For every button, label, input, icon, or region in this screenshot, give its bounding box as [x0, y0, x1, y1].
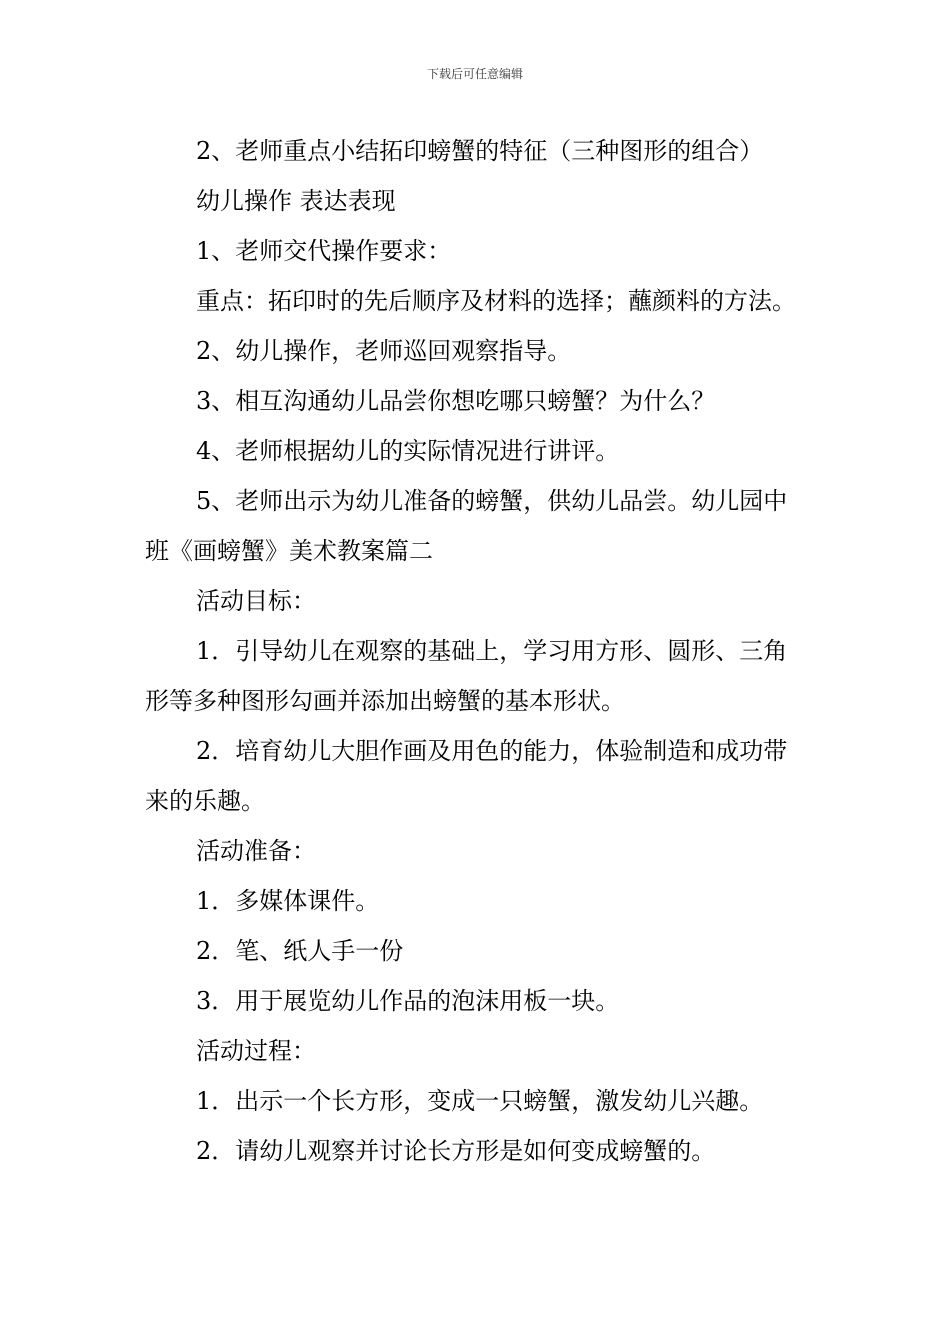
paragraph: 5、老师出示为幼儿准备的螃蟹，供幼儿品尝。幼儿园中班《画螃蟹》美术教案篇二 — [145, 487, 788, 565]
page-header: 下载后可任意编辑 — [426, 67, 523, 81]
paragraph: 1、老师交代操作要求： — [196, 237, 452, 265]
paragraph: 1．引导幼儿在观察的基础上，学习用方形、圆形、三角形等多种图形勾画并添加出螃蟹的基本形状。 — [145, 637, 788, 715]
paragraph: 2、老师重点小结拓印螃蟹的特征（三种图形的组合） — [196, 137, 764, 165]
paragraph: 2、幼儿操作，老师巡回观察指导。 — [196, 337, 572, 365]
section-heading: 幼儿操作 表达表现 — [196, 187, 396, 215]
paragraph: 4、老师根据幼儿的实际情况进行讲评。 — [196, 437, 620, 465]
paragraph: 2．笔、纸人手一份 — [196, 937, 404, 965]
paragraph: 2．培育幼儿大胆作画及用色的能力，体验制造和成功带来的乐趣。 — [145, 737, 788, 815]
section-heading: 活动过程： — [196, 1037, 316, 1065]
paragraph: 3．用于展览幼儿作品的泡沫用板一块。 — [196, 987, 620, 1015]
paragraph: 1．出示一个长方形，变成一只螃蟹，激发幼儿兴趣。 — [196, 1087, 764, 1115]
paragraph: 重点：拓印时的先后顺序及材料的选择；蘸颜料的方法。 — [196, 287, 796, 315]
paragraph: 3、相互沟通幼儿品尝你想吃哪只螃蟹？为什么？ — [196, 387, 716, 415]
document-body — [145, 126, 805, 1176]
paragraph: 2．请幼儿观察并讨论长方形是如何变成螃蟹的。 — [196, 1137, 716, 1165]
section-heading: 活动准备： — [196, 837, 316, 865]
paragraph: 1．多媒体课件。 — [196, 887, 380, 915]
section-heading: 活动目标： — [196, 587, 316, 615]
